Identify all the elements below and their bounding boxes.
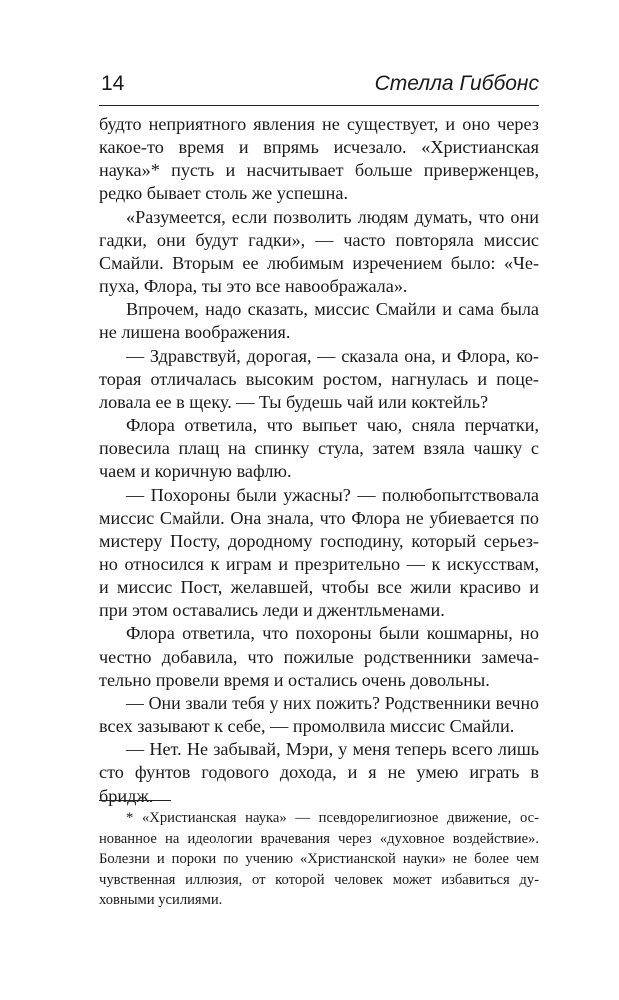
text-line: наука»* пусть и насчитывает больше приверженцев, <box>99 160 539 181</box>
text-line: гадки, они будут гадки», — часто повторяла миссис <box>99 229 539 250</box>
text-line: при этом оставались леди и джентльменами. <box>99 600 445 621</box>
text-line: честно добавила, что пожилые родственники замеча- <box>99 646 539 667</box>
footnote-line: Болезни и пороки по учению «Христианской науки» не более чем <box>99 851 539 868</box>
text-line: всех зазывают к себе, — промолвила миссис Смайли. <box>99 716 515 737</box>
text-line: но относился к играм и презрительно — к искусствам, <box>99 553 539 574</box>
text-line: Флора ответила, что выпьет чаю, сняла перчатки, <box>126 415 539 436</box>
text-line: бридж. <box>99 785 154 806</box>
text-line: Флора ответила, что похороны были кошмарны, но <box>126 623 539 644</box>
text-line: — Похороны были ужасны? — полюбопытствовала <box>126 484 539 505</box>
page-number: 14 <box>101 72 125 95</box>
running-head-author: Стелла Гиббонс <box>374 72 539 95</box>
text-line: будто неприятного явления не существует, и оно через <box>99 114 539 134</box>
text-line: ловала ее в щеку. — Ты будешь чай или коктейль? <box>99 391 489 412</box>
text-line: Впрочем, надо сказать, миссис Смайли и сама была <box>126 299 539 320</box>
text-line: — Нет. Не забывай, Мэри, у меня теперь всего лишь <box>126 739 539 760</box>
text-line: редко бывает столь же успешна. <box>99 183 349 204</box>
text-line: не лишена воображения. <box>99 322 291 343</box>
text-line: какое-то время и впрямь исчезало. «Христианская <box>99 137 539 158</box>
footnote-rule <box>99 800 171 801</box>
footnote-line: * «Христианская наука» — псевдорелигиозное движение, ос- <box>126 810 539 826</box>
footnote-line: нованное на идеологии врачевания через «духовное воздействие». <box>99 830 539 847</box>
text-line: чаем и коричную вафлю. <box>99 461 292 482</box>
header-rule <box>99 105 539 106</box>
footnote-line: чувственная иллюзия, от которой человек может избавиться ду- <box>99 871 539 888</box>
footnote <box>99 808 539 911</box>
body-text <box>99 113 539 808</box>
text-line: тельно провели время и остались очень довольны. <box>99 669 490 690</box>
text-line: сто фунтов годового дохода, и я не умею играть в <box>99 762 539 783</box>
text-line: Смайли. Вторым ее любимым изречением было: «Че- <box>99 252 539 273</box>
text-line: торая отличалась высоким ростом, нагнулась и поце- <box>99 368 539 389</box>
text-line: «Разумеется, если позволить людям думать, что они <box>126 206 539 227</box>
text-line: — Они звали тебя у них пожить? Родственники вечно <box>126 692 539 713</box>
text-line: миссис Смайли. Она знала, что Флора не убиевается по <box>99 507 539 528</box>
text-line: мистеру Посту, дородному господину, который серьез- <box>99 530 539 551</box>
text-line: — Здравствуй, дорогая, — сказала она, и Флора, ко- <box>126 345 539 366</box>
text-line: пуха, Флора, ты это все навоображала». <box>99 276 408 297</box>
text-line: повесила плащ на спинку стула, затем взяла чашку с <box>99 438 539 459</box>
text-line: и миссис Пост, желавшей, чтобы все жили красиво и <box>99 577 539 598</box>
footnote-line: ховными усилиями. <box>99 892 223 909</box>
page-header <box>99 72 539 98</box>
